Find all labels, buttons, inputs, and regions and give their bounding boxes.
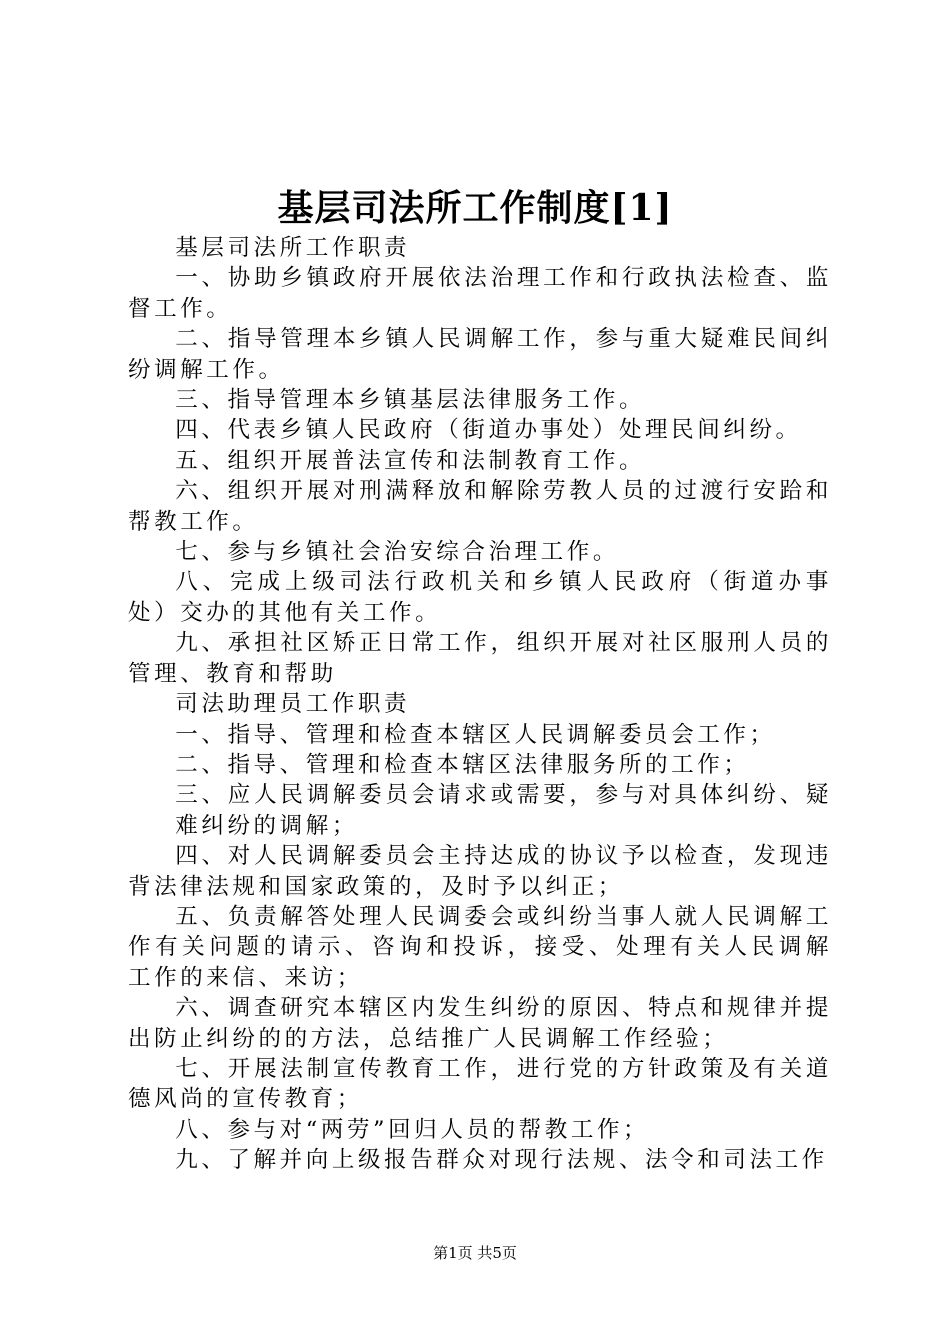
paragraph: 八、完成上级司法行政机关和乡镇人民政府（街道办事处）交办的其他有关工作。 <box>128 569 832 626</box>
paragraph: 六、调查研究本辖区内发生纠纷的原因、特点和规律并提出防止纠纷的的方法，总结推广人民调解工作经验； <box>128 995 832 1052</box>
paragraph: 五、负责解答处理人民调委会或纠纷当事人就人民调解工作有关问题的请示、咨询和投诉，接受、处理有关人民调解工作的来信、来访； <box>128 903 832 991</box>
paragraph: 四、对人民调解委员会主持达成的协议予以检查，发现违背法律法规和国家政策的，及时予以纠正； <box>128 843 832 900</box>
paragraph: 九、了解并向上级报告群众对现行法规、法令和司法工作 <box>175 1147 828 1174</box>
paragraph: 三、应人民调解委员会请求或需要，参与对具体纠纷、疑难纠纷的调解； <box>175 782 832 839</box>
paragraph: 一、协助乡镇政府开展依法治理工作和行政执法检查、监督工作。 <box>128 265 832 322</box>
paragraph: 二、指导管理本乡镇人民调解工作，参与重大疑难民间纠纷调解工作。 <box>128 326 832 383</box>
paragraph: 四、代表乡镇人民政府（街道办事处）处理民间纠纷。 <box>175 417 802 444</box>
paragraph: 七、开展法制宣传教育工作，进行党的方针政策及有关道德风尚的宣传教育； <box>128 1055 832 1113</box>
page-footer: 第1页 共5页 <box>433 1244 517 1262</box>
paragraph: 六、组织开展对刑满释放和解除劳教人员的过渡行安跲和帮教工作。 <box>128 478 832 535</box>
section-heading: 基层司法所工作职责 <box>175 235 411 261</box>
paragraph: 九、承担社区矫正日常工作，组织开展对社区服刑人员的管理、教育和帮助 <box>128 630 832 687</box>
section-heading: 司法助理员工作职责 <box>175 691 411 718</box>
document-title: 基层司法所工作制度[1] <box>277 187 673 229</box>
document-body <box>128 233 832 1176</box>
paragraph: 八、参与对“两劳”回归人员的帮教工作； <box>175 1116 650 1143</box>
paragraph: 五、组织开展普法宣传和法制教育工作。 <box>175 447 646 474</box>
paragraph: 七、参与乡镇社会治安综合治理工作。 <box>175 539 619 566</box>
paragraph: 三、指导管理本乡镇基层法律服务工作。 <box>175 387 646 414</box>
paragraph: 一、指导、管理和检查本辖区人民调解委员会工作； <box>175 721 776 748</box>
paragraph: 二、指导、管理和检查本辖区法律服务所的工作； <box>175 751 750 778</box>
